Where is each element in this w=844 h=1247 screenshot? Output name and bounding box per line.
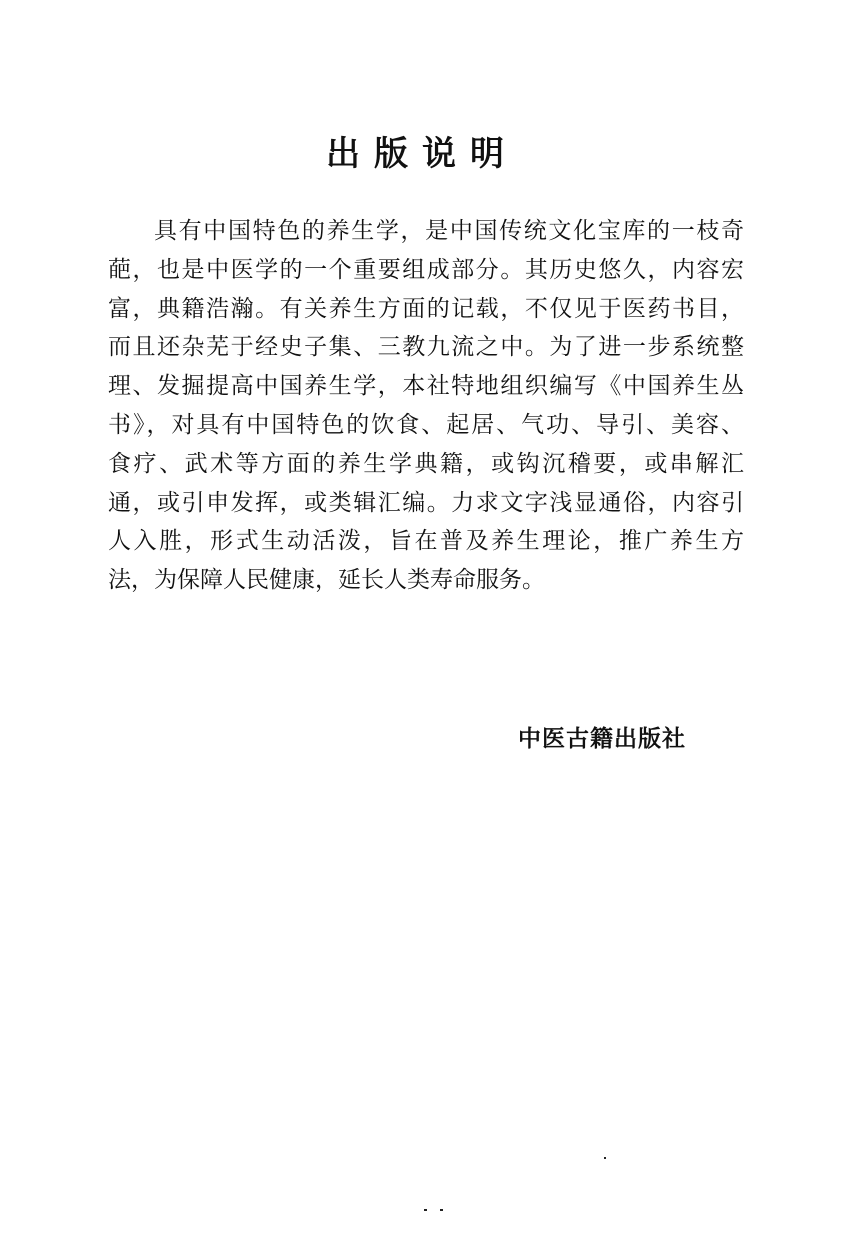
paragraph-line: 具有中国特色的养生学，是中国传统文化宝库的一枝奇 [154,218,744,244]
scan-speck [424,1209,427,1211]
page-title: 出版说明 [326,134,518,174]
paragraph-line: 法，为保障人民健康，延长人类寿命服务。 [108,567,545,594]
paragraph-line: 通，或引申发挥，或类辑汇编。力求文字浅显通俗，内容引 [108,489,744,516]
scan-speck [440,1209,443,1211]
preface-paragraph [108,212,744,600]
scan-speck [604,1157,606,1159]
paragraph-line: 葩，也是中医学的一个重要组成部分。其历史悠久，内容宏 [108,256,744,283]
paragraph-line: 人入胜，形式生动活泼，旨在普及养生理论，推广养生方 [108,528,744,555]
paragraph-line: 理、发掘提高中国养生学，本社特地组织编写《中国养生丛 [108,373,744,400]
paragraph-line: 而且还杂芜于经史子集、三教九流之中。为了进一步系统整 [108,334,744,361]
paragraph-line: 富，典籍浩瀚。有关养生方面的记载，不仅见于医药书目， [108,295,744,322]
paragraph-line: 书》，对具有中国特色的饮食、起居、气功、导引、美容、 [108,411,744,438]
publisher-signature: 中医古籍出版社 [518,725,686,752]
paragraph-line: 食疗、武术等方面的养生学典籍，或钩沉稽要，或串解汇 [108,450,744,477]
